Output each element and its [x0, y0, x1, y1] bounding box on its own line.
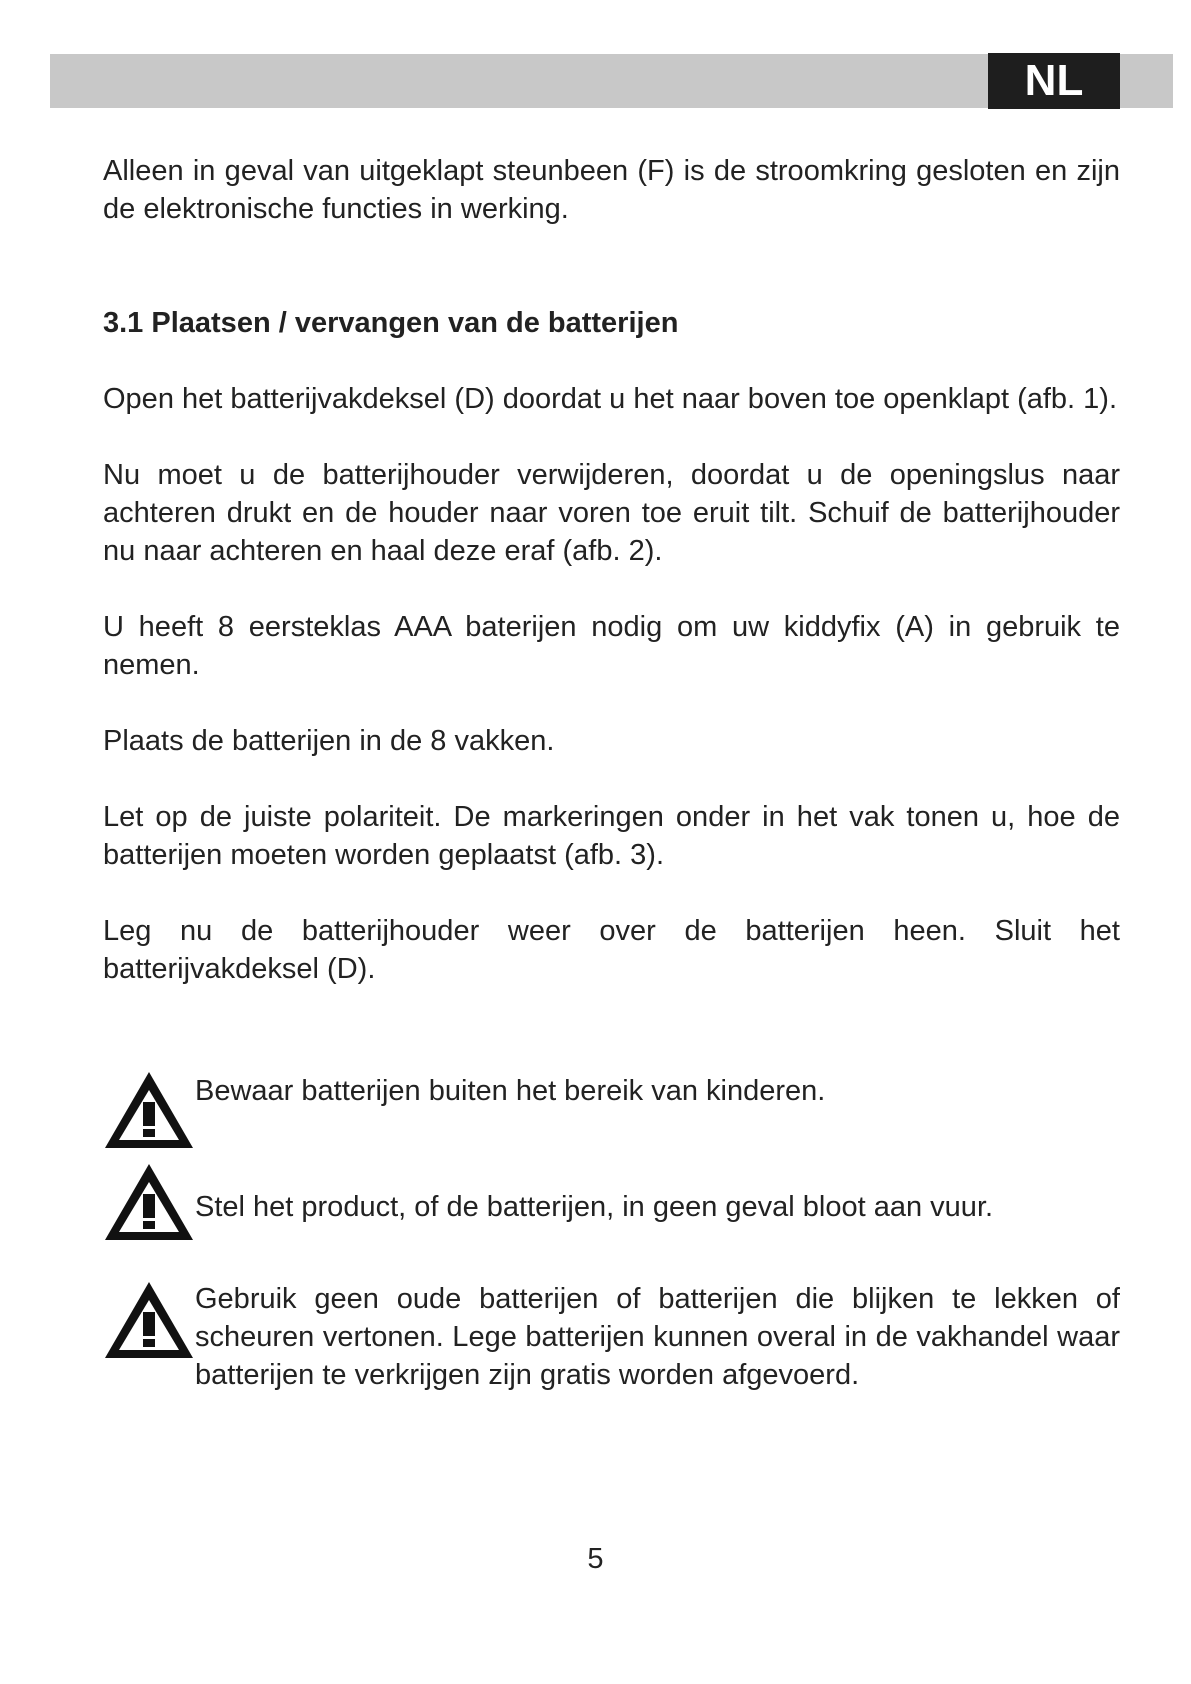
paragraph-polarity: Let op de juiste polariteit. De markeringen onder in het vak tonen u, hoe de batterijen moeten worden geplaatst (afb. 3).	[103, 801, 1120, 871]
warning-triangle-icon	[103, 1162, 195, 1242]
paragraph-battery-requirement: U heeft 8 eersteklas AAA baterijen nodig om uw kiddyfix (A) in gebruik te nemen.	[103, 611, 1120, 681]
main-content	[103, 152, 1120, 988]
paragraph-close-cover: Leg nu de batterijhouder weer over de batterijen heen. Sluit het batterijvakdeksel (D).	[103, 915, 1120, 985]
warning-text: Bewaar batterijen buiten het bereik van kinderen.	[195, 1075, 826, 1107]
paragraph-open-cover: Open het batterijvakdeksel (D) doordat u het naar boven toe openklapt (afb. 1).	[103, 383, 1118, 415]
warning-item	[103, 1072, 1120, 1150]
warning-triangle-icon	[103, 1280, 195, 1360]
warnings-list	[103, 1072, 1120, 1394]
page-number: 5	[587, 1543, 604, 1575]
warning-item	[103, 1280, 1120, 1394]
warning-item	[103, 1188, 1120, 1242]
paragraph-place-batteries: Plaats de batterijen in de 8 vakken.	[103, 725, 555, 757]
language-badge: NL	[988, 53, 1120, 109]
intro-paragraph: Alleen in geval van uitgeklapt steunbeen (F) is de stroomkring gesloten en zijn de elektronische functies in werking.	[103, 155, 1120, 225]
warning-text: Gebruik geen oude batterijen of batterijen die blijken te lekken of scheuren vertonen. Lege batterijen kunnen overal in de vakhandel waar batterijen te verkrijgen zijn gratis worden afgevoerd.	[195, 1283, 1120, 1391]
warning-text: Stel het product, of de batterijen, in geen geval bloot aan vuur.	[195, 1191, 994, 1223]
paragraph-remove-holder: Nu moet u de batterijhouder verwijderen, doordat u de openingslus naar achteren drukt en de houder naar voren toe eruit tilt. Schuif de batterijhouder nu naar achteren en haal deze eraf (afb. 2).	[103, 459, 1120, 567]
section-title: 3.1 Plaatsen / vervangen van de batterijen	[103, 307, 679, 339]
warning-triangle-icon	[103, 1070, 195, 1150]
